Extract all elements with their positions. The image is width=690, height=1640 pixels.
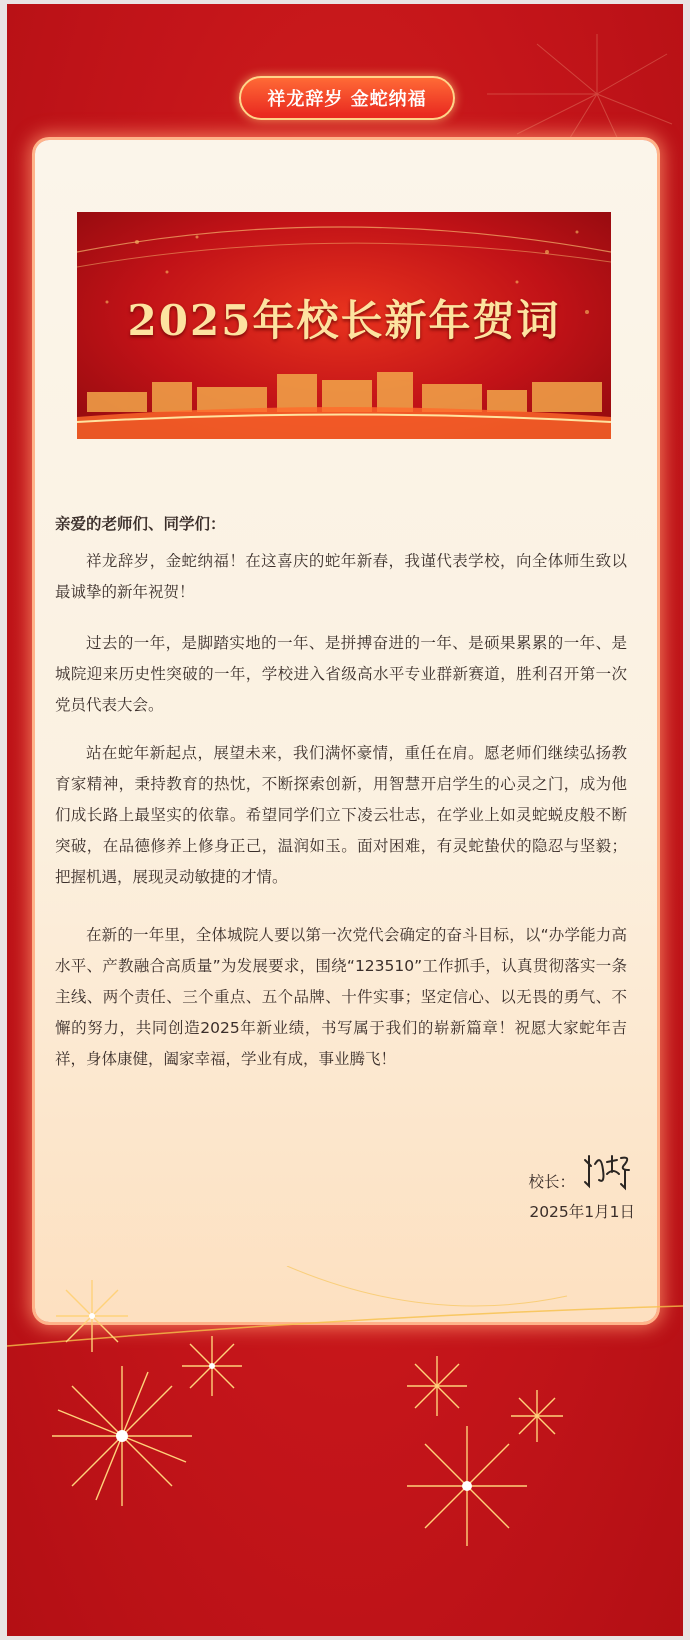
letter-paragraph-1: 祥龙辞岁，金蛇纳福！在这喜庆的蛇年新春，我谨代表学校，向全体师生致以最诚挚的新年祝贺！	[55, 552, 627, 601]
ribbon-text: 祥龙辞岁 金蛇纳福	[267, 89, 427, 110]
letter-paragraph-4: 在新的一年里，全体城院人要以第一次党代会确定的奋斗目标，以“办学能力高水平、产教融合高质量”为发展要求，围绕“123510”工作抓手，认真贯彻落实一条主线、两个责任、三个重点、五个品牌、十件实事；坚定信心、以无畏的勇气、不懈的努力，共同创造2025年新业绩，书写属于我们的崭新篇章！祝愿大家蛇年吉祥，身体康健，阖家幸福，学业有成，事业腾飞！	[55, 926, 627, 1068]
signature-block	[528, 1150, 635, 1222]
greeting-page	[7, 4, 683, 1636]
banner-image	[77, 212, 611, 439]
letter-paragraph-3: 站在蛇年新起点，展望未来，我们满怀豪情，重任在肩。愿老师们继续弘扬教育家精神，秉持教育的热忱，不断探索创新，用智慧开启学生的心灵之门，成为他们成长路上最坚实的依靠。希望同学们立下凌云壮志，在学业上如灵蛇蜕皮般不断突破，在品德修养上修身正己，温润如玉。面对困难，有灵蛇蛰伏的隐忍与坚毅；把握机遇，展现灵动敏捷的才情。	[55, 744, 627, 886]
banner-title: 2025年校长新年贺词	[127, 296, 561, 345]
letter-paragraph-2: 过去的一年，是脚踏实地的一年、是拼搏奋进的一年、是硕果累累的一年、是城院迎来历史性突破的一年，学校进入省级高水平专业群新赛道，胜利召开第一次党员代表大会。	[55, 634, 627, 714]
letter-card	[35, 140, 657, 1322]
header-ribbon	[239, 76, 455, 120]
handwritten-signature	[581, 1150, 635, 1192]
letter-greeting: 亲爱的老师们、同学们：	[55, 515, 226, 533]
signature-label: 校长：	[528, 1173, 575, 1191]
letter-date: 2025年1月1日	[529, 1203, 635, 1221]
